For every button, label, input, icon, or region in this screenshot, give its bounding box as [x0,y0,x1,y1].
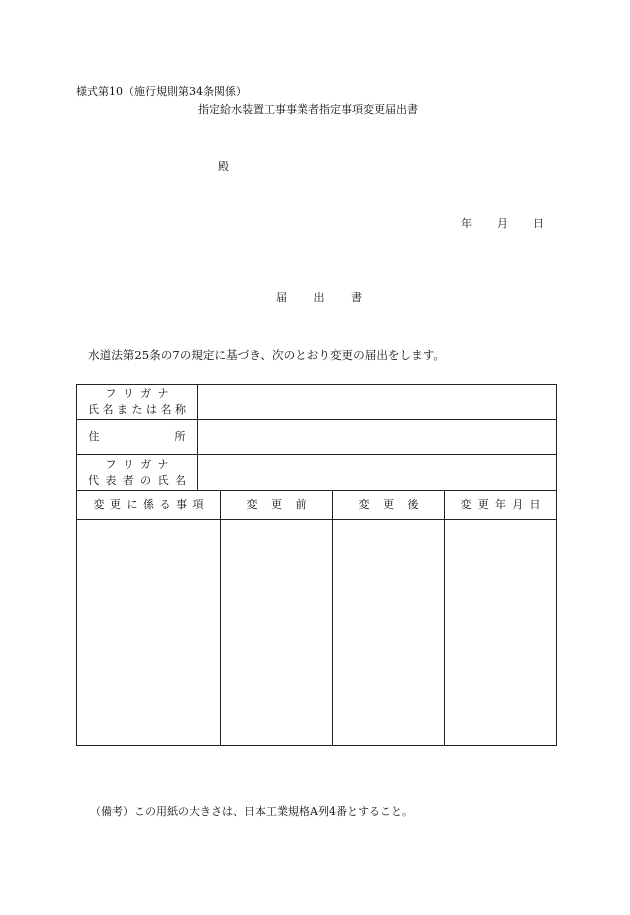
form-table [76,384,557,746]
glyph: 氏 [157,473,169,487]
notification-heading [276,291,362,305]
statement-text: 水道法第25条の7の規定に基づき、次のとおり変更の届出をします。 [88,348,445,362]
date-year-label: 年 [461,217,472,230]
glyph: 後 [407,498,419,511]
glyph: 変 [246,498,258,511]
glyph: 変 [460,498,472,511]
glyph: フ [105,387,117,400]
glyph: 変 [93,498,105,511]
address-label [89,429,186,445]
glyph: の [140,473,152,487]
glyph: ま [117,403,128,416]
glyph: ガ [140,387,152,400]
header-change-date [444,490,557,520]
name-label-cell [76,384,198,420]
glyph: 年 [495,498,506,511]
form-number: 様式第10（施行規則第34条関係） [76,85,247,98]
header-after-change [332,490,445,520]
header-before-change-label [247,497,307,513]
glyph: 出 [313,291,325,304]
body-before-change-cell [220,519,333,746]
glyph: 名 [102,403,114,416]
glyph: リ [122,387,134,400]
glyph: 日 [529,498,541,511]
glyph: 係 [143,498,154,511]
representative-value-cell [197,454,557,491]
address-value-cell [197,419,557,455]
glyph: 事 [176,498,187,511]
glyph: ナ [157,387,169,400]
glyph: 届 [276,291,287,304]
body-after-change-cell [332,519,445,746]
representative-furigana-label [106,457,169,473]
glyph: 名 [160,403,172,416]
body-changed-item-cell [76,519,221,746]
header-before-change [220,490,333,520]
glyph: 書 [351,291,362,304]
header-after-change-label [359,497,419,513]
glyph: 所 [174,430,186,443]
glyph: 者 [122,473,134,487]
date-month-label: 月 [497,217,508,230]
glyph: 更 [477,498,489,511]
glyph: 称 [175,403,186,416]
glyph: 更 [383,498,394,511]
glyph: た [131,403,143,416]
name-label [88,402,186,418]
remarks-note: （備考）この用紙の大きさは、日本工業規格A列4番とすること。 [90,805,413,818]
representative-label [88,473,186,489]
glyph: ナ [157,457,169,471]
glyph: る [159,498,171,511]
body-change-date-cell [444,519,557,746]
glyph: に [126,498,138,511]
document-title: 指定給水装置工事事業者指定事項変更届出書 [198,103,418,116]
addressee-suffix: 殿 [218,160,229,173]
glyph: 氏 [88,403,99,416]
glyph: フ [105,457,117,471]
glyph: 更 [110,498,121,511]
name-value-cell [197,384,557,420]
glyph: は [146,403,157,416]
glyph: 更 [271,498,282,511]
glyph: 住 [88,430,100,443]
glyph: 代 [88,473,99,487]
glyph: リ [122,457,134,471]
header-change-date-label [461,497,541,513]
glyph: 表 [105,473,117,487]
glyph: 項 [192,498,204,511]
glyph: 名 [174,473,186,487]
glyph: 変 [358,498,370,511]
name-furigana-label [106,386,169,402]
header-changed-item [76,490,221,520]
glyph: 前 [295,498,307,511]
date-day-label: 日 [533,217,544,230]
glyph: 月 [512,498,524,511]
address-label-cell [76,419,198,455]
header-changed-item-label [94,497,204,513]
representative-label-cell [76,454,198,491]
glyph: ガ [140,457,152,471]
